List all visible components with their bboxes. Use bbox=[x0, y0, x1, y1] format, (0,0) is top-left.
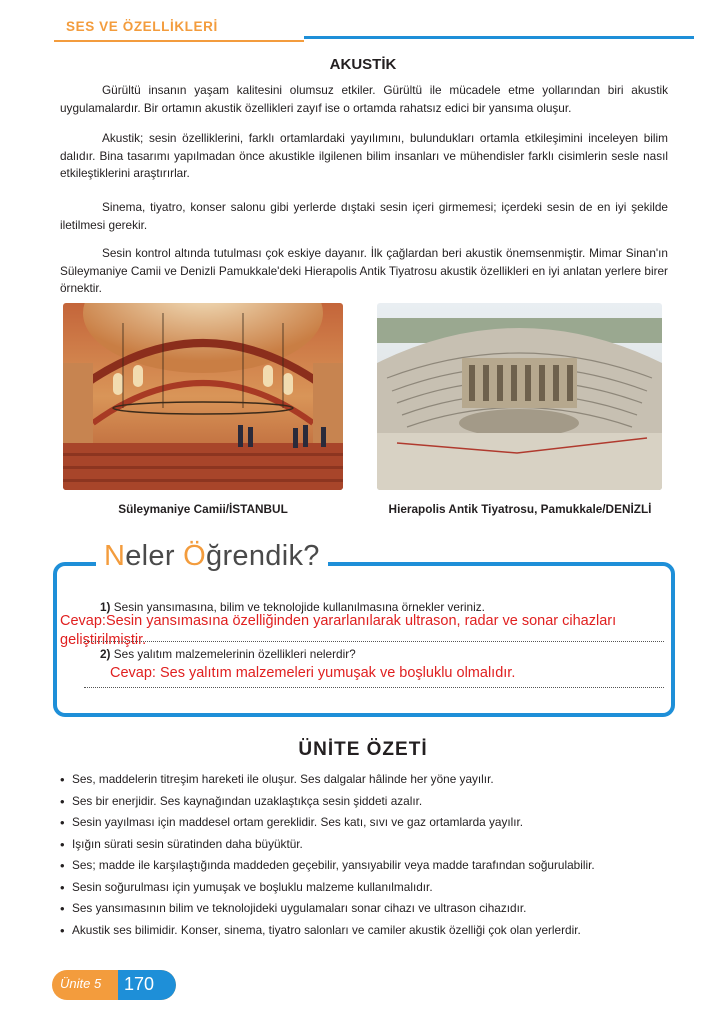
answer-1: Cevap:Sesin yansımasına özelliğinden yararlanılarak ultrason, radar ve sonar cihazları geliştirilmiştir. bbox=[60, 613, 617, 648]
header-orange-rule bbox=[54, 40, 304, 42]
learned-title-part-1: eler bbox=[125, 540, 184, 572]
summary-item-4: • Işığın sürati sesin süratinden daha büyüktür. bbox=[60, 834, 680, 856]
mosque-caption: Süleymaniye Camii/İSTANBUL bbox=[118, 502, 288, 516]
answer-2: Cevap: Ses yalıtım malzemeleri yumuşak ve boşluklu olmalıdır. bbox=[110, 665, 516, 681]
page-number-pill bbox=[118, 970, 176, 1000]
question-2 bbox=[100, 647, 356, 661]
summary-item-5: • Ses; madde ile karşılaştığında maddeden geçebilir, yansıyabilir veya madde tarafından soğurulabilir. bbox=[60, 855, 680, 877]
answer-1-line bbox=[84, 641, 664, 642]
page-number: 170 bbox=[124, 974, 155, 994]
summary-list bbox=[60, 769, 680, 941]
summary-item-6: • Sesin soğurulması için yumuşak ve boşluklu malzeme kullanılmalıdır. bbox=[60, 877, 680, 899]
unit-label: Ünite 5 bbox=[60, 976, 102, 991]
page-badge bbox=[52, 970, 176, 1000]
header-title: SES VE ÖZELLİKLERİ bbox=[66, 19, 218, 34]
paragraph-1: Gürültü insanın yaşam kalitesini olumsuz etkiler. Gürültü ile mücadele etme yollarından biri akustik uygulamalardır. Bir ortamın akustik özellikleri zayıf ise o ortamda rahatsız edici bir yansıma oluşur. bbox=[60, 83, 668, 115]
paragraph-3: Sinema, tiyatro, konser salonu gibi yerlerde dıştaki sesin içeri girmemesi; içerdeki sesin de en iyi şekilde iletilmesi gerekir. bbox=[60, 200, 668, 232]
learned-title-o: Ö bbox=[183, 540, 207, 572]
summary-item-3: • Sesin yayılması için maddesel ortam gereklidir. Ses katı, sıvı ve gaz ortamlarda yayılır. bbox=[60, 812, 680, 834]
summary-item-7: • Ses yansımasının bilim ve teknolojideki uygulamaları sonar cihazı ve ultrason cihazıdır. bbox=[60, 898, 680, 920]
learned-title-n: N bbox=[104, 540, 126, 572]
question-1-number: 1) bbox=[100, 600, 111, 614]
paragraph-4: Sesin kontrol altında tutulması çok eskiye dayanır. İlk çağlardan beri akustik önemsenmiştir. Mimar Sinan'ın Süleymaniye Camii ve Denizli Pamukkale'deki Hierapolis Antik Tiyatrosu akustik özellikleri en iyi anlatan yerlere birer örnektir. bbox=[60, 246, 668, 296]
summary-item-8: • Akustik ses bilimidir. Konser, sinema, tiyatro salonları ve camiler akustik özelliği çok olan yerlerdir. bbox=[60, 920, 680, 942]
question-1-text: Sesin yansımasına, bilim ve teknolojide kullanılmasına örnekler veriniz. bbox=[113, 600, 485, 614]
learned-title-part-2: ğrendik? bbox=[206, 540, 320, 572]
question-2-text: Ses yalıtım malzemelerinin özellikleri nelerdir? bbox=[113, 647, 356, 661]
paragraph-2: Akustik; sesin özelliklerini, farklı ortamlardaki yayılımını, bulundukları ortamla etkileşimini inceleyen bilim dalıdır. Bina tasarımı yapılmadan önce akustikle ilgilenen bilim insanları ve mühendisler farklı cisimlerin sesle nasıl etkileştiklerini araştırırlar. bbox=[60, 131, 668, 181]
summary-item-1: • Ses, maddelerin titreşim hareketi ile oluşur. Ses dalgalar hâlinde her yöne yayılır. bbox=[60, 769, 680, 791]
answer-2-line bbox=[84, 687, 664, 688]
summary-title: ÜNİTE ÖZETİ bbox=[298, 739, 428, 760]
theatre-caption: Hierapolis Antik Tiyatrosu, Pamukkale/DENİZLİ bbox=[388, 502, 652, 516]
suleymaniye-mosque-photo bbox=[63, 303, 343, 490]
header-blue-rule bbox=[304, 36, 694, 39]
learned-title bbox=[96, 540, 328, 573]
question-2-number: 2) bbox=[100, 647, 111, 661]
page-header bbox=[54, 14, 694, 44]
section-title: AKUSTİK bbox=[329, 56, 397, 73]
summary-item-2: • Ses bir enerjidir. Ses kaynağından uzaklaştıkça sesin şiddeti azalır. bbox=[60, 791, 680, 813]
hierapolis-theatre-photo bbox=[377, 303, 662, 490]
